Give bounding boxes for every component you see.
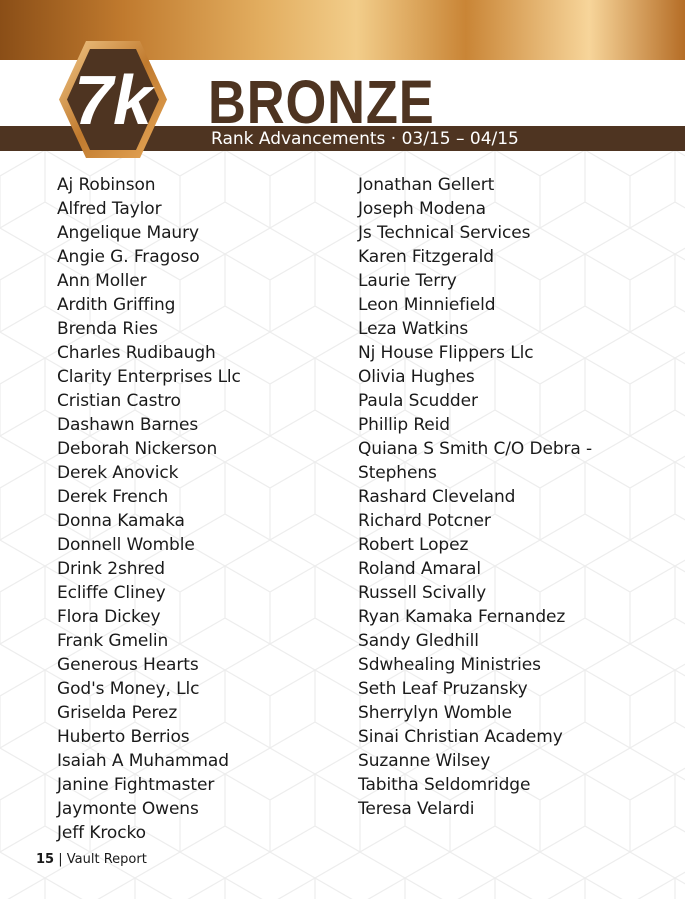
list-item: Griselda Perez: [57, 703, 178, 723]
list-item: Alfred Taylor: [57, 199, 162, 219]
list-item: Derek Anovick: [57, 463, 179, 483]
list-item: Donna Kamaka: [57, 511, 185, 531]
list-item: Donnell Womble: [57, 535, 195, 555]
list-item: Dashawn Barnes: [57, 415, 199, 435]
list-item: Sandy Gledhill: [358, 631, 479, 651]
list-item: Janine Fightmaster: [57, 775, 215, 795]
list-item: Paula Scudder: [358, 391, 478, 411]
list-item: Isaiah A Muhammad: [57, 751, 229, 771]
list-item: Jaymonte Owens: [57, 799, 199, 819]
list-item: God's Money, Llc: [57, 679, 200, 699]
list-item: Leon Minniefield: [358, 295, 496, 315]
list-item: Ardith Griffing: [57, 295, 176, 315]
list-item: Teresa Velardi: [358, 799, 475, 819]
publication-name: Vault Report: [66, 852, 147, 867]
list-item: Flora Dickey: [57, 607, 161, 627]
list-item: Drink 2shred: [57, 559, 165, 579]
list-item: Stephens: [358, 463, 437, 483]
list-item: Angie G. Fragoso: [57, 247, 200, 267]
list-item: Sdwhealing Ministries: [358, 655, 541, 675]
names-column-left: [57, 173, 337, 845]
list-item: Karen Fitzgerald: [358, 247, 494, 267]
list-item: Nj House Flippers Llc: [358, 343, 534, 363]
footer-separator: |: [58, 852, 63, 867]
list-item: Jeff Krocko: [57, 823, 146, 843]
list-item: Brenda Ries: [57, 319, 158, 339]
list-item: Olivia Hughes: [358, 367, 475, 387]
list-item: Russell Scivally: [358, 583, 487, 603]
list-item: Charles Rudibaugh: [57, 343, 216, 363]
list-item: Huberto Berrios: [57, 727, 190, 747]
list-item: Leza Watkins: [358, 319, 469, 339]
list-item: Roland Amaral: [358, 559, 481, 579]
list-item: Ryan Kamaka Fernandez: [358, 607, 566, 627]
list-item: Sinai Christian Academy: [358, 727, 563, 747]
rank-advancements-subtitle: Rank Advancements · 03/15 – 04/15: [211, 129, 519, 149]
list-item: Jonathan Gellert: [358, 175, 495, 195]
7k-hexagon-logo: [56, 38, 170, 161]
list-item: Rashard Cleveland: [358, 487, 516, 507]
list-item: Ecliffe Cliney: [57, 583, 166, 603]
names-column-right: [358, 173, 658, 821]
list-item: Js Technical Services: [358, 223, 531, 243]
list-item: Generous Hearts: [57, 655, 199, 675]
list-item: Richard Potcner: [358, 511, 491, 531]
list-item: Clarity Enterprises Llc: [57, 367, 241, 387]
list-item: Aj Robinson: [57, 175, 156, 195]
list-item: Ann Moller: [57, 271, 147, 291]
list-item: Phillip Reid: [358, 415, 450, 435]
list-item: Derek French: [57, 487, 169, 507]
list-item: Laurie Terry: [358, 271, 457, 291]
list-item: Cristian Castro: [57, 391, 181, 411]
list-item: Deborah Nickerson: [57, 439, 218, 459]
list-item: Joseph Modena: [358, 199, 486, 219]
list-item: Seth Leaf Pruzansky: [358, 679, 528, 699]
list-item: Tabitha Seldomridge: [358, 775, 531, 795]
list-item: Robert Lopez: [358, 535, 469, 555]
list-item: Sherrylyn Womble: [358, 703, 512, 723]
list-item: Frank Gmelin: [57, 631, 169, 651]
page-number: 15: [36, 852, 55, 867]
logo-lettering: 7k: [74, 61, 152, 139]
page-footer: [36, 850, 147, 870]
list-item: Suzanne Wilsey: [358, 751, 491, 771]
list-item: Angelique Maury: [57, 223, 199, 243]
page-title: BRONZE: [208, 68, 435, 136]
list-item: Quiana S Smith C/O Debra -: [358, 439, 593, 459]
